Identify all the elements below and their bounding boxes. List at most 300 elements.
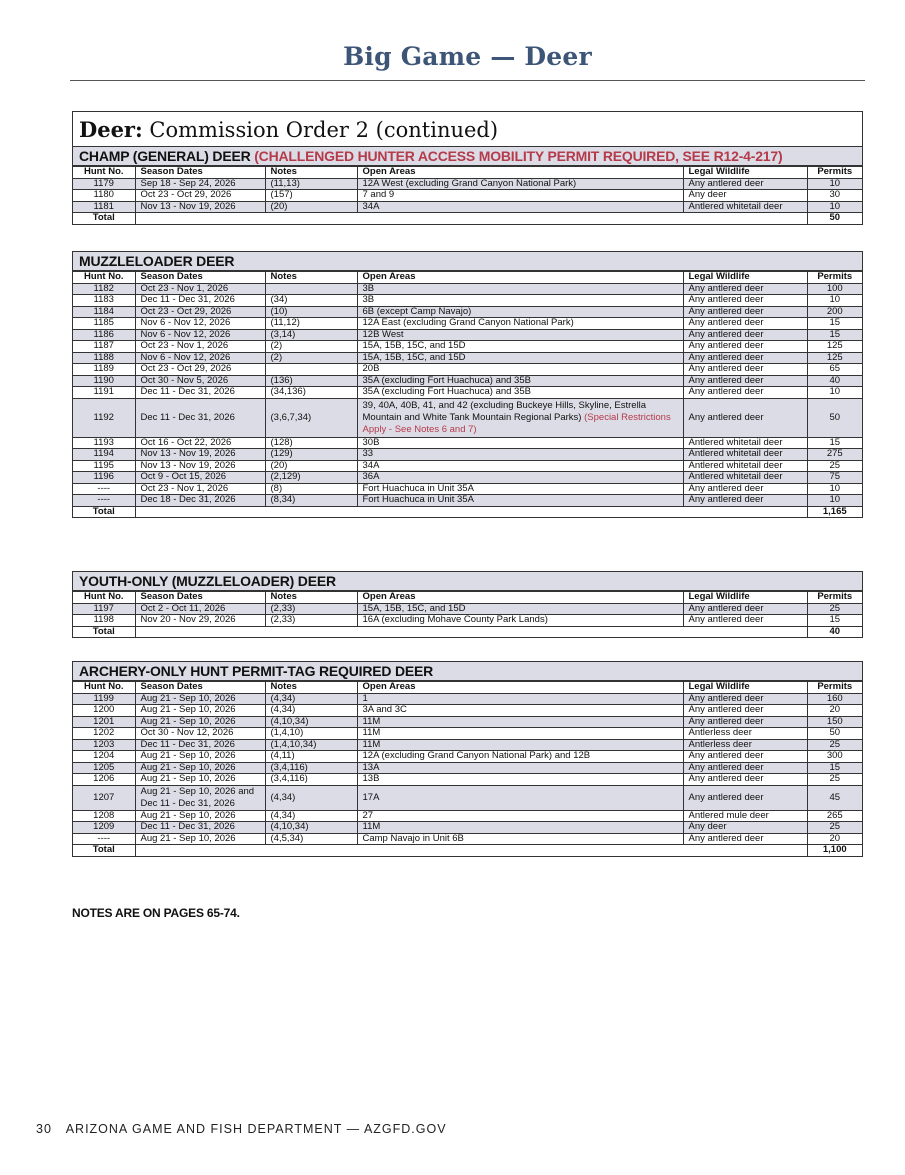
hunt-table [73,166,862,224]
cell-hunt-no: 1192 [73,398,135,437]
cell-open-areas: 15A, 15B, 15C, and 15D [357,603,683,615]
cell-open-areas: 20B [357,364,683,376]
cell-notes: (3,14) [265,329,357,341]
table-row [73,822,862,834]
cell-notes: (4,34) [265,810,357,822]
cell-legal-wildlife: Any antlered deer [683,306,807,318]
total-permits: 40 [807,626,862,637]
open-areas-text: 39, 40A, 40B, 41, and 42 (excluding Buckeye Hills, Skyline, Estrella Mountain and White Tank Mountain Regional Parks) [362,399,647,423]
table-header-row [73,167,862,179]
cell-season-dates: Oct 23 - Oct 29, 2026 [135,190,265,202]
cell-hunt-no: 1199 [73,693,135,705]
column-header-notes: Notes [265,682,357,694]
table-row [73,341,862,353]
total-permits: 1,165 [807,506,862,517]
table-header-row [73,592,862,604]
cell-open-areas: 1 [357,693,683,705]
heading-rest: Commission Order 2 (continued) [142,118,499,142]
cell-legal-wildlife: Any antlered deer [683,318,807,330]
cell-permits: 50 [807,398,862,437]
cell-permits: 200 [807,306,862,318]
table-header-row [73,272,862,284]
cell-open-areas: 11M [357,728,683,740]
column-header-legal-wildlife: Legal Wildlife [683,682,807,694]
cell-notes: (1,4,10,34) [265,739,357,751]
commission-order-heading [73,112,862,147]
cell-season-dates: Oct 23 - Oct 29, 2026 [135,306,265,318]
cell-open-areas: 12A West (excluding Grand Canyon National Park) [357,178,683,190]
cell-notes: (157) [265,190,357,202]
table-row [73,774,862,786]
cell-notes: (8) [265,483,357,495]
table-row [73,283,862,295]
cell-season-dates: Oct 23 - Nov 1, 2026 [135,283,265,295]
column-header-notes: Notes [265,592,357,604]
cell-open-areas: 33 [357,449,683,461]
cell-open-areas: 27 [357,810,683,822]
cell-open-areas: 3A and 3C [357,705,683,717]
cell-season-dates: Oct 9 - Oct 15, 2026 [135,472,265,484]
cell-permits: 275 [807,449,862,461]
column-header-permits: Permits [807,167,862,179]
cell-permits: 45 [807,785,862,810]
cell-legal-wildlife: Any antlered deer [683,833,807,845]
hunt-table [73,681,862,856]
cell-hunt-no: 1203 [73,739,135,751]
cell-legal-wildlife: Any antlered deer [683,615,807,627]
cell-permits: 100 [807,283,862,295]
table-row [73,178,862,190]
cell-notes: (34) [265,295,357,307]
cell-season-dates: Nov 6 - Nov 12, 2026 [135,329,265,341]
column-header-legal-wildlife: Legal Wildlife [683,272,807,284]
cell-legal-wildlife: Any antlered deer [683,352,807,364]
column-header-legal-wildlife: Legal Wildlife [683,592,807,604]
cell-legal-wildlife: Antlered mule deer [683,810,807,822]
table-row [73,329,862,341]
cell-open-areas: 34A [357,201,683,213]
cell-permits: 150 [807,716,862,728]
cell-permits: 10 [807,295,862,307]
cell-hunt-no: 1206 [73,774,135,786]
cell-legal-wildlife: Any antlered deer [683,398,807,437]
cell-season-dates: Oct 23 - Nov 1, 2026 [135,341,265,353]
cell-notes: (20) [265,460,357,472]
total-permits: 50 [807,213,862,224]
cell-hunt-no: 1197 [73,603,135,615]
heading-lead: Deer: [79,117,143,142]
cell-season-dates: Aug 21 - Sep 10, 2026 [135,810,265,822]
cell-open-areas: Camp Navajo in Unit 6B [357,833,683,845]
table-total-row [73,626,862,637]
table-row [73,833,862,845]
cell-notes: (4,5,34) [265,833,357,845]
cell-season-dates: Aug 21 - Sep 10, 2026 [135,716,265,728]
table-row [73,495,862,507]
table-row [73,190,862,202]
cell-permits: 65 [807,364,862,376]
cell-permits: 25 [807,774,862,786]
cell-hunt-no: ---- [73,483,135,495]
cell-notes: (4,10,34) [265,822,357,834]
table-row [73,398,862,437]
cell-legal-wildlife: Any antlered deer [683,178,807,190]
cell-open-areas: 7 and 9 [357,190,683,202]
table-row [73,739,862,751]
table-row [73,615,862,627]
cell-legal-wildlife: Any deer [683,822,807,834]
cell-permits: 10 [807,387,862,399]
title-rule [70,80,865,81]
column-header-hunt-no: Hunt No. [73,272,135,284]
cell-permits: 10 [807,201,862,213]
cell-notes: (3,6,7,34) [265,398,357,437]
table-row [73,716,862,728]
cell-permits: 25 [807,603,862,615]
table-total-row [73,506,862,517]
column-header-open-areas: Open Areas [357,272,683,284]
cell-legal-wildlife: Any antlered deer [683,785,807,810]
table-row [73,201,862,213]
cell-permits: 15 [807,329,862,341]
column-header-permits: Permits [807,682,862,694]
total-label: Total [73,213,135,224]
column-header-open-areas: Open Areas [357,592,683,604]
cell-hunt-no: 1194 [73,449,135,461]
section-title: YOUTH-ONLY (MUZZLELOADER) DEER [73,572,862,591]
cell-notes: (4,34) [265,693,357,705]
table-row [73,751,862,763]
table-row [73,603,862,615]
cell-season-dates: Dec 18 - Dec 31, 2026 [135,495,265,507]
table-row [73,449,862,461]
cell-notes: (2,129) [265,472,357,484]
table-row [73,483,862,495]
cell-season-dates: Nov 6 - Nov 12, 2026 [135,352,265,364]
table-row [73,352,862,364]
cell-notes: (4,11) [265,751,357,763]
cell-permits: 300 [807,751,862,763]
cell-legal-wildlife: Antlered whitetail deer [683,449,807,461]
cell-legal-wildlife: Antlered whitetail deer [683,437,807,449]
cell-hunt-no: 1183 [73,295,135,307]
table-header-row [73,682,862,694]
cell-hunt-no: 1204 [73,751,135,763]
section-title: ARCHERY-ONLY HUNT PERMIT-TAG REQUIRED DEER [73,662,862,681]
column-header-season-dates: Season Dates [135,592,265,604]
cell-legal-wildlife: Any antlered deer [683,295,807,307]
column-header-hunt-no: Hunt No. [73,682,135,694]
cell-legal-wildlife: Any antlered deer [683,495,807,507]
cell-hunt-no: 1201 [73,716,135,728]
cell-hunt-no: 1189 [73,364,135,376]
cell-legal-wildlife: Any antlered deer [683,603,807,615]
cell-hunt-no: 1187 [73,341,135,353]
table-row [73,295,862,307]
cell-permits: 25 [807,460,862,472]
cell-season-dates: Oct 30 - Nov 12, 2026 [135,728,265,740]
cell-open-areas: 12A East (excluding Grand Canyon National Park) [357,318,683,330]
cell-permits: 10 [807,483,862,495]
cell-legal-wildlife: Any antlered deer [683,762,807,774]
cell-season-dates: Aug 21 - Sep 10, 2026 [135,751,265,763]
cell-open-areas: 36A [357,472,683,484]
table-row [73,306,862,318]
column-header-open-areas: Open Areas [357,682,683,694]
cell-notes: (3,4,116) [265,774,357,786]
cell-legal-wildlife: Any antlered deer [683,283,807,295]
total-label: Total [73,506,135,517]
cell-hunt-no: 1185 [73,318,135,330]
table-row [73,318,862,330]
cell-legal-wildlife: Antlered whitetail deer [683,201,807,213]
table-row [73,785,862,810]
cell-permits: 20 [807,833,862,845]
cell-notes: (2,33) [265,615,357,627]
cell-notes [265,283,357,295]
table-row [73,728,862,740]
total-spacer [135,506,807,517]
cell-season-dates: Oct 30 - Nov 5, 2026 [135,375,265,387]
cell-permits: 75 [807,472,862,484]
section-title-text: CHAMP (GENERAL) DEER [79,148,255,164]
cell-open-areas: Fort Huachuca in Unit 35A [357,483,683,495]
cell-permits: 25 [807,739,862,751]
cell-open-areas: 16A (excluding Mohave County Park Lands) [357,615,683,627]
cell-open-areas: 35A (excluding Fort Huachuca) and 35B [357,387,683,399]
cell-season-dates: Dec 11 - Dec 31, 2026 [135,739,265,751]
cell-notes: (34,136) [265,387,357,399]
cell-legal-wildlife: Any antlered deer [683,329,807,341]
cell-permits: 30 [807,190,862,202]
cell-legal-wildlife: Any antlered deer [683,751,807,763]
table-row [73,437,862,449]
cell-permits: 10 [807,495,862,507]
cell-season-dates: Aug 21 - Sep 10, 2026 and Dec 11 - Dec 31, 2026 [135,785,265,810]
cell-notes: (1,4,10) [265,728,357,740]
total-label: Total [73,845,135,856]
cell-season-dates: Oct 16 - Oct 22, 2026 [135,437,265,449]
cell-season-dates: Aug 21 - Sep 10, 2026 [135,762,265,774]
cell-legal-wildlife: Any antlered deer [683,375,807,387]
cell-season-dates: Sep 18 - Sep 24, 2026 [135,178,265,190]
column-header-legal-wildlife: Legal Wildlife [683,167,807,179]
cell-legal-wildlife: Any antlered deer [683,693,807,705]
cell-notes: (8,34) [265,495,357,507]
cell-notes: (11,13) [265,178,357,190]
cell-notes [265,364,357,376]
table-row [73,387,862,399]
total-spacer [135,626,807,637]
cell-legal-wildlife: Antlered whitetail deer [683,460,807,472]
table-row [73,375,862,387]
cell-permits: 265 [807,810,862,822]
cell-open-areas: 3B [357,283,683,295]
cell-legal-wildlife: Any antlered deer [683,341,807,353]
table-row [73,705,862,717]
cell-open-areas: 34A [357,460,683,472]
total-spacer [135,845,807,856]
cell-open-areas [357,398,683,437]
cell-open-areas: 12A (excluding Grand Canyon National Park) and 12B [357,751,683,763]
cell-notes: (11,12) [265,318,357,330]
column-header-season-dates: Season Dates [135,682,265,694]
cell-permits: 50 [807,728,862,740]
section-muzzleloader [72,251,863,518]
column-header-season-dates: Season Dates [135,272,265,284]
cell-open-areas: 6B (except Camp Navajo) [357,306,683,318]
cell-open-areas: 17A [357,785,683,810]
cell-hunt-no: 1195 [73,460,135,472]
cell-open-areas: 15A, 15B, 15C, and 15D [357,352,683,364]
column-header-notes: Notes [265,272,357,284]
column-header-season-dates: Season Dates [135,167,265,179]
footer-text: ARIZONA GAME AND FISH DEPARTMENT — AZGFD.GOV [65,1122,447,1136]
cell-hunt-no: 1209 [73,822,135,834]
cell-permits: 25 [807,822,862,834]
cell-permits: 15 [807,437,862,449]
cell-notes: (129) [265,449,357,461]
cell-hunt-no: 1191 [73,387,135,399]
cell-hunt-no: 1179 [73,178,135,190]
section-youth [72,571,863,638]
cell-legal-wildlife: Antlered whitetail deer [683,472,807,484]
section-title-warning: (CHALLENGED HUNTER ACCESS MOBILITY PERMIT REQUIRED, SEE R12-4-217) [254,148,783,164]
table-total-row [73,213,862,224]
cell-notes: (10) [265,306,357,318]
cell-season-dates: Aug 21 - Sep 10, 2026 [135,693,265,705]
cell-notes: (136) [265,375,357,387]
cell-hunt-no: 1200 [73,705,135,717]
cell-legal-wildlife: Any antlered deer [683,364,807,376]
column-header-notes: Notes [265,167,357,179]
cell-hunt-no: 1186 [73,329,135,341]
cell-open-areas: 3B [357,295,683,307]
section-archery [72,661,863,857]
cell-legal-wildlife: Any deer [683,190,807,202]
page-footer [36,1122,447,1136]
cell-open-areas: 11M [357,739,683,751]
cell-hunt-no: 1181 [73,201,135,213]
cell-permits: 15 [807,762,862,774]
cell-hunt-no: 1208 [73,810,135,822]
cell-permits: 15 [807,318,862,330]
cell-permits: 160 [807,693,862,705]
cell-permits: 125 [807,341,862,353]
cell-legal-wildlife: Antlerless deer [683,728,807,740]
table-row [73,810,862,822]
total-label: Total [73,626,135,637]
table-total-row [73,845,862,856]
page-number: 30 [36,1122,52,1136]
cell-season-dates: Oct 23 - Nov 1, 2026 [135,483,265,495]
notes-reference: NOTES ARE ON PAGES 65-74. [72,906,240,920]
column-header-permits: Permits [807,592,862,604]
cell-notes: (2) [265,352,357,364]
table-row [73,460,862,472]
cell-season-dates: Nov 6 - Nov 12, 2026 [135,318,265,330]
cell-open-areas: 11M [357,822,683,834]
cell-hunt-no: 1184 [73,306,135,318]
special-restrictions-note: (Special Restrictions Apply - See Notes 6 and 7) [362,411,671,435]
cell-open-areas: 12B West [357,329,683,341]
cell-notes: (2,33) [265,603,357,615]
total-permits: 1,100 [807,845,862,856]
cell-season-dates: Nov 20 - Nov 29, 2026 [135,615,265,627]
column-header-permits: Permits [807,272,862,284]
cell-season-dates: Aug 21 - Sep 10, 2026 [135,833,265,845]
cell-open-areas: Fort Huachuca in Unit 35A [357,495,683,507]
cell-hunt-no: 1193 [73,437,135,449]
cell-open-areas: 30B [357,437,683,449]
column-header-hunt-no: Hunt No. [73,167,135,179]
cell-legal-wildlife: Any antlered deer [683,387,807,399]
hunt-table [73,591,862,637]
cell-permits: 15 [807,615,862,627]
section-champ [72,111,863,225]
cell-permits: 10 [807,178,862,190]
table-row [73,693,862,705]
table-row [73,364,862,376]
cell-hunt-no: 1205 [73,762,135,774]
cell-notes: (4,10,34) [265,716,357,728]
cell-notes: (20) [265,201,357,213]
cell-hunt-no: 1188 [73,352,135,364]
cell-permits: 40 [807,375,862,387]
cell-hunt-no: 1196 [73,472,135,484]
cell-legal-wildlife: Any antlered deer [683,774,807,786]
cell-hunt-no: ---- [73,833,135,845]
cell-notes: (2) [265,341,357,353]
cell-legal-wildlife: Any antlered deer [683,483,807,495]
cell-season-dates: Nov 13 - Nov 19, 2026 [135,460,265,472]
hunt-table [73,271,862,517]
total-spacer [135,213,807,224]
cell-notes: (128) [265,437,357,449]
cell-hunt-no: 1202 [73,728,135,740]
cell-hunt-no: 1190 [73,375,135,387]
page-title: Big Game — Deer [343,42,592,71]
cell-hunt-no: 1180 [73,190,135,202]
cell-season-dates: Oct 23 - Oct 29, 2026 [135,364,265,376]
cell-hunt-no: 1198 [73,615,135,627]
cell-permits: 20 [807,705,862,717]
cell-open-areas: 35A (excluding Fort Huachuca) and 35B [357,375,683,387]
cell-season-dates: Aug 21 - Sep 10, 2026 [135,705,265,717]
cell-season-dates: Aug 21 - Sep 10, 2026 [135,774,265,786]
cell-hunt-no: 1207 [73,785,135,810]
table-row [73,472,862,484]
column-header-hunt-no: Hunt No. [73,592,135,604]
cell-season-dates: Dec 11 - Dec 31, 2026 [135,822,265,834]
cell-season-dates: Nov 13 - Nov 19, 2026 [135,201,265,213]
cell-hunt-no: ---- [73,495,135,507]
cell-legal-wildlife: Antlerless deer [683,739,807,751]
cell-open-areas: 13B [357,774,683,786]
cell-notes: (4,34) [265,785,357,810]
cell-open-areas: 13A [357,762,683,774]
column-header-open-areas: Open Areas [357,167,683,179]
cell-season-dates: Dec 11 - Dec 31, 2026 [135,295,265,307]
table-row [73,762,862,774]
cell-legal-wildlife: Any antlered deer [683,716,807,728]
section-title [73,147,862,166]
cell-notes: (3,4,116) [265,762,357,774]
cell-season-dates: Oct 2 - Oct 11, 2026 [135,603,265,615]
cell-hunt-no: 1182 [73,283,135,295]
cell-legal-wildlife: Any antlered deer [683,705,807,717]
cell-permits: 125 [807,352,862,364]
